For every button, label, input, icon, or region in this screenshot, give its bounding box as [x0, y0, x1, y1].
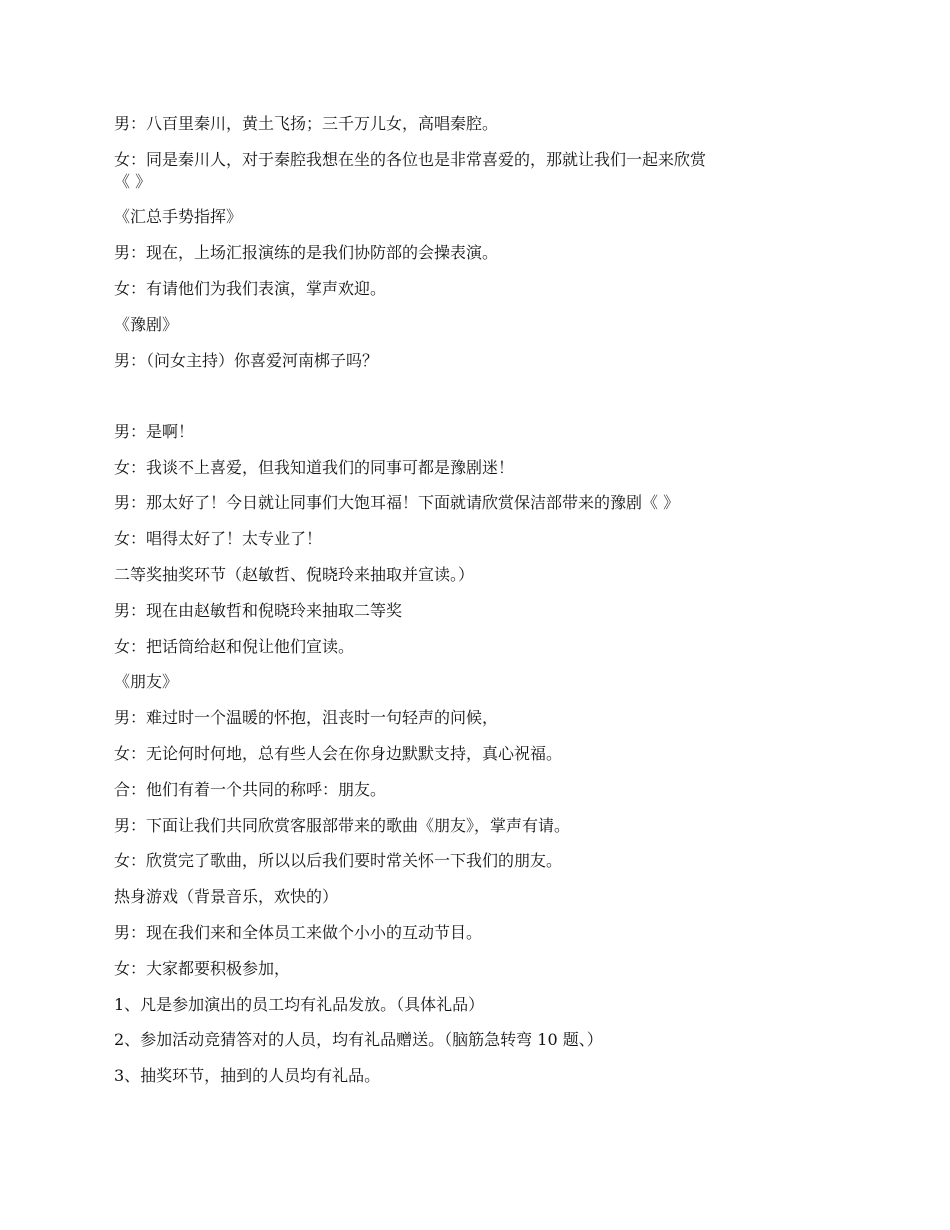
text-line: 女：我谈不上喜爱，但我知道我们的同事可都是豫剧迷！	[114, 458, 515, 477]
text-line: 女：唱得太好了！太专业了！	[114, 529, 323, 548]
section-heading: 《汇总手势指挥》	[114, 207, 243, 226]
text-line: 合：他们有着一个共同的称呼：朋友。	[114, 780, 387, 799]
text-line: 男：现在我们来和全体员工来做个小小的互动节目。	[114, 923, 483, 942]
text-line: 女：欣赏完了歌曲，所以以后我们要时常关怀一下我们的朋友。	[114, 851, 563, 870]
text-line: 女：有请他们为我们表演，掌声欢迎。	[114, 279, 387, 298]
text-line: 女：无论何时何地，总有些人会在你身边默默支持，真心祝福。	[114, 744, 563, 763]
section-heading: 《豫剧》	[114, 315, 179, 334]
text-line: 男：那太好了！今日就让同事们大饱耳福！下面就请欣赏保洁部带来的豫剧《 》	[114, 493, 680, 512]
text-line: 男：（问女主持）你喜爱河南梆子吗？	[114, 351, 379, 370]
text-line: 《 》	[114, 172, 152, 191]
text-line: 女：同是秦川人，对于秦腔我想在坐的各位也是非常喜爱的，那就让我们一起来欣赏	[114, 150, 707, 169]
section-heading: 热身游戏（背景音乐，欢快的）	[114, 887, 339, 906]
text-line: 男：现在，上场汇报演练的是我们协防部的会操表演。	[114, 243, 499, 262]
text-line: 女：大家都要积极参加，	[114, 959, 291, 978]
text-line: 男：八百里秦川，黄土飞扬；三千万儿女，高唱秦腔。	[114, 114, 499, 133]
text-line: 男：现在由赵敏哲和倪晓玲来抽取二等奖	[114, 601, 403, 620]
list-item: 3、抽奖环节，抽到的人员均有礼品。	[114, 1066, 381, 1085]
text-line: 男：难过时一个温暖的怀抱，沮丧时一句轻声的问候，	[114, 708, 499, 727]
text-line: 男：是啊！	[114, 422, 195, 441]
section-heading: 《朋友》	[114, 672, 179, 691]
list-item: 2、参加活动竞猜答对的人员，均有礼品赠送。（脑筋急转弯 10 题、）	[114, 1030, 603, 1049]
text-line: 女：把话筒给赵和倪让他们宣读。	[114, 637, 355, 656]
text-line: 男：下面让我们共同欣赏客服部带来的歌曲《朋友》，掌声有请。	[114, 816, 571, 835]
list-item: 1、凡是参加演出的员工均有礼品发放。（具体礼品）	[114, 995, 485, 1014]
section-heading: 二等奖抽奖环节（赵敏哲、倪晓玲来抽取并宣读。）	[114, 565, 475, 584]
